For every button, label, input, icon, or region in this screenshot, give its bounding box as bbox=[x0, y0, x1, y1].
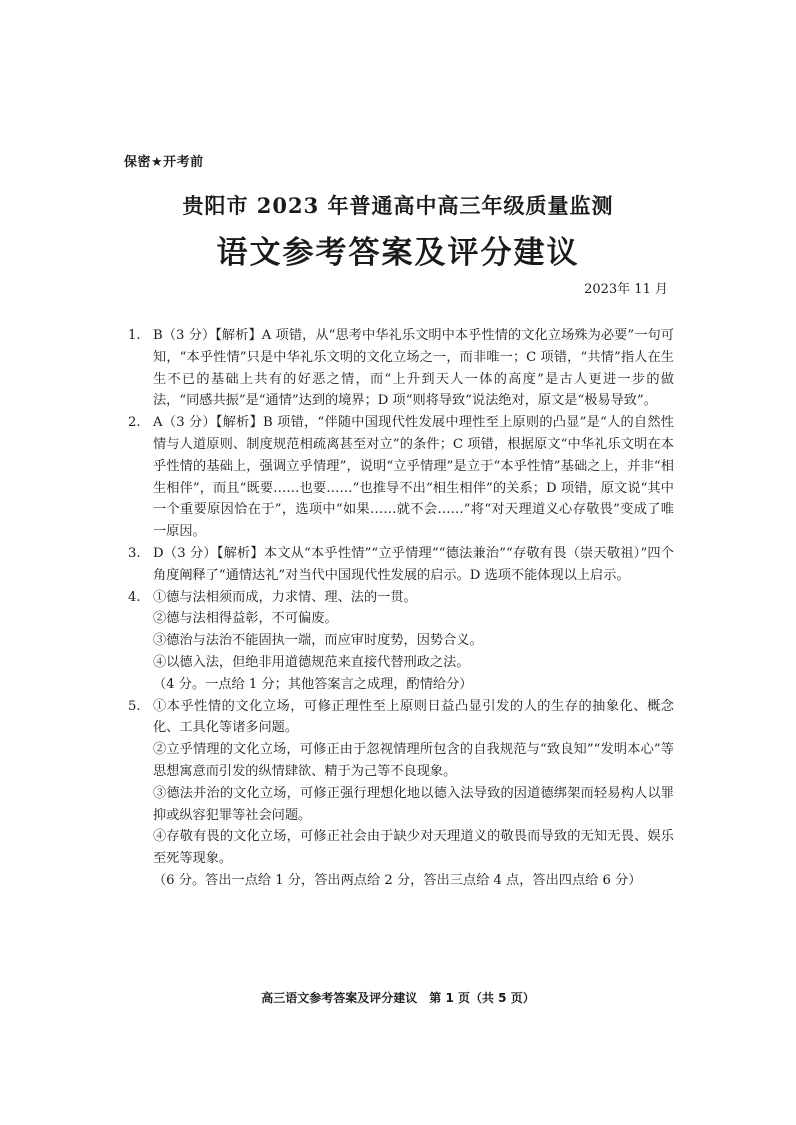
answer-paragraph: D（3 分）【解析】本文从“本乎性情”“立乎情理”“德法兼治”“存敬有畏（崇天敬祖）”四个角度阐释了“通情达礼”对当代中国现代性发展的启示。D 选项不能体现以上启示。 bbox=[153, 545, 674, 583]
answer-paragraph: ②德与法相得益彰，不可偏废。 bbox=[153, 611, 338, 627]
document-subtitle: 语文参考答案及评分建议 bbox=[216, 235, 580, 271]
confidential-label: 保密★开考前 bbox=[124, 155, 204, 170]
document-date: 2023年 11 月 bbox=[584, 282, 668, 297]
answer-number: 1. bbox=[128, 328, 141, 343]
answer-paragraph: ①本乎性情的文化立场，可修正理性至上原则日益凸显引发的人的生存的抽象化、概念化、工具化等诸多问题。 bbox=[153, 698, 674, 736]
answer-number: 5. bbox=[128, 698, 141, 714]
answer-paragraph: A（3 分）【解析】B 项错，“伴随中国现代性发展中理性至上原则的凸显”是“人的自然性情与人道原则、制度规范相疏离甚至对立”的条件；C 项错，根据原文“中华礼乐文明在本乎性情的基础上，强调立乎情理”，说明“立乎情理”是立于“本乎性情”基础之上，并非“相生相伴”，而且“既要……也要……”也推导不出“相生相伴”的关系；D 项错，原文说“其中一个重要原因恰在于”，选项中“如果……就不会……”将“对天理道义心存敬畏”变成了唯一原因。 bbox=[153, 415, 674, 540]
answer-paragraph: ④存敬有畏的文化立场，可修正社会由于缺少对天理道义的敬畏而导致的无知无畏、娱乐至死等现象。 bbox=[153, 829, 674, 867]
answer-number: 4. bbox=[128, 589, 141, 605]
answer-paragraph: ④以德入法，但绝非用道德规范来直接代替刑政之法。 bbox=[153, 654, 470, 670]
answer-item bbox=[128, 543, 674, 587]
page-footer: 高三语文参考答案及评分建议 第 1 页（共 5 页） bbox=[261, 991, 535, 1005]
answer-paragraph: ③德法并治的文化立场，可修正强行理想化地以德入法导致的因道德绑架而轻易构人以罪抑或纵容犯罪等社会问题。 bbox=[153, 785, 674, 823]
answer-paragraph: （4 分。一点给 1 分；其他答案言之成理，酌情给分） bbox=[153, 676, 473, 692]
answer-paragraph: ②立乎情理的文化立场，可修正由于忽视情理所包含的自我规范与“致良知”“发明本心”等思想寓意而引发的纵情肆欲、精于为己等不良现象。 bbox=[153, 742, 674, 779]
answer-item bbox=[128, 587, 674, 696]
answer-paragraph: ③德治与法治不能固执一端，而应审时度势，因势合义。 bbox=[153, 633, 483, 649]
answer-list bbox=[128, 325, 674, 892]
answer-item bbox=[128, 696, 674, 892]
answer-item bbox=[128, 325, 674, 412]
document-title: 贵阳市 2023 年普通高中高三年级质量监测 bbox=[182, 193, 614, 218]
answer-paragraph: B（3 分）【解析】A 项错，从“思考中华礼乐文明中本乎性情的文化立场殊为必要”一句可知，“本乎性情”只是中华礼乐文明的文化立场之一，而非唯一；C 项错，“共情”指人在生生不已的基础上共有的好恶之情，而“上升到天人一体的高度”是古人更进一步的做法，“同感共振”是“通情”达到的境界；D 项“则将导致”说法绝对，原文是“极易导致”。 bbox=[153, 328, 674, 409]
answer-item bbox=[128, 412, 674, 543]
answer-paragraph: ①德与法相须而成，力求情、理、法的一贯。 bbox=[153, 589, 417, 605]
answer-number: 3. bbox=[128, 545, 141, 561]
answer-paragraph: （6 分。答出一点给 1 分，答出两点给 2 分，答出三点给 4 点，答出四点给 6 分） bbox=[153, 872, 642, 888]
answer-number: 2. bbox=[128, 415, 141, 431]
